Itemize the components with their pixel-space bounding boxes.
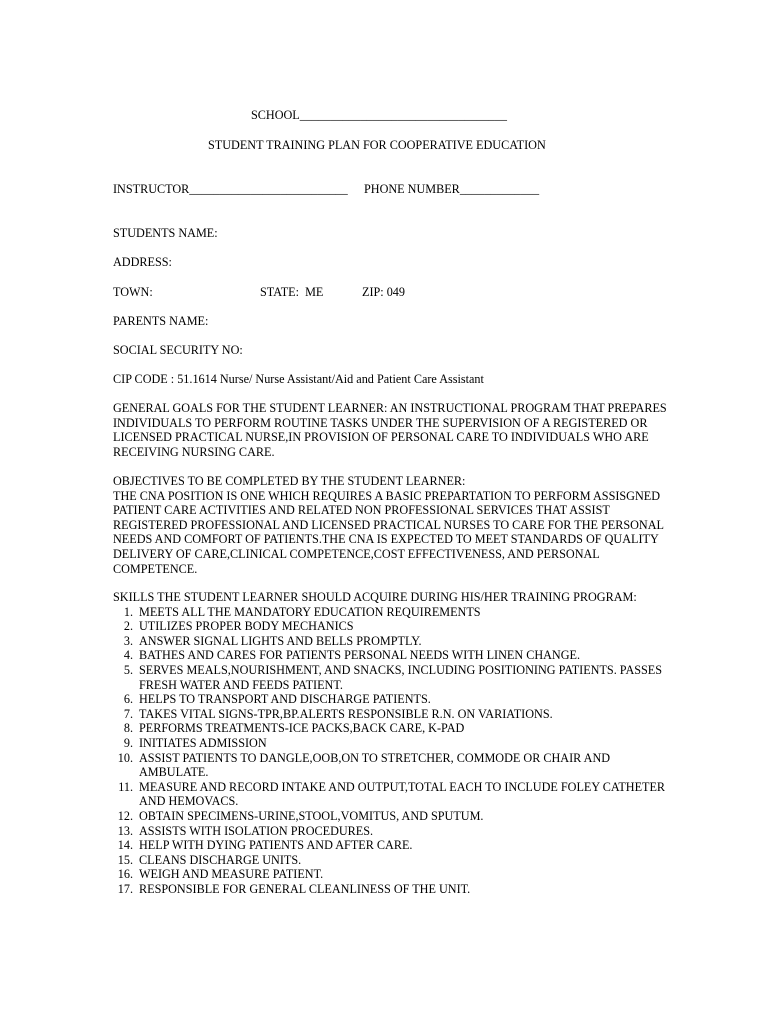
skill-item-number: 17. [117,881,133,896]
skill-item-text: MEASURE AND RECORD INTAKE AND OUTPUT,TOTAL EACH TO INCLUDE FOLEY CATHETER AND HEMOVACS. [139,779,666,809]
skill-item-text: HELP WITH DYING PATIENTS AND AFTER CARE. [139,838,413,853]
skill-item [113,824,673,839]
skill-item [113,853,673,868]
skill-item [113,692,673,707]
skill-item-text: INITIATES ADMISSION [139,735,267,750]
skill-item-text: ASSISTS WITH ISOLATION PROCEDURES. [139,823,374,838]
students-name-label: STUDENTS NAME: [113,226,218,240]
skills-list [113,605,673,897]
skill-item-number: 7. [123,706,133,721]
skill-item-text: UTILIZES PROPER BODY MECHANICS [139,619,354,634]
zip-label: ZIP: 049 [362,285,405,299]
skill-item-number: 15. [117,852,133,867]
skill-item-text: SERVES MEALS,NOURISHMENT, AND SNACKS, INCLUDING POSITIONING PATIENTS. PASSES FRESH WATER AND FEEDS PATIENT. [139,662,663,692]
skill-item-number: 9. [123,735,133,750]
skill-item [113,605,673,620]
skill-item [113,751,673,780]
skill-item [113,707,673,722]
general-goals-paragraph: GENERAL GOALS FOR THE STUDENT LEARNER: AN INSTRUCTIONAL PROGRAM THAT PREPARES INDIVIDUALS TO PERFORM ROUTINE TASKS UNDER THE SUPERVISION OF A REGISTERED OR LICENSED PRACTICAL NURSE,IN PROVISION OF PERSONAL CARE TO INDIVIDUALS WHO ARE RECEIVING NURSING CARE. [113,401,667,459]
skill-item [113,619,673,634]
skill-item-text: OBTAIN SPECIMENS-URINE,STOOL,VOMITUS, AND SPUTUM. [139,808,484,823]
skill-item-text: TAKES VITAL SIGNS-TPR,BP.ALERTS RESPONSIBLE R.N. ON VARIATIONS. [139,706,553,721]
document-title: STUDENT TRAINING PLAN FOR COOPERATIVE EDUCATION [208,138,546,152]
skill-item-text: CLEANS DISCHARGE UNITS. [139,852,302,867]
cip-code-line: CIP CODE : 51.1614 Nurse/ Nurse Assistant/Aid and Patient Care Assistant [113,372,484,386]
skill-item-number: 1. [123,604,133,619]
skill-item-text: PERFORMS TREATMENTS-ICE PACKS,BACK CARE, K-PAD [139,721,465,736]
skill-item [113,809,673,824]
school-field[interactable]: SCHOOL__________________________________ [251,108,507,122]
address-label: ADDRESS: [113,255,172,269]
parents-name-label: PARENTS NAME: [113,314,209,328]
objectives-paragraph: THE CNA POSITION IS ONE WHICH REQUIRES A BASIC PREPARTATION TO PERFORM ASSISGNED PATIENT CARE ACTIVITIES AND RELATED NON PROFESSIONAL SERVICES THAT ASSIST REGISTERED PROFESSIONAL AND LICENSED PRACTICAL NURSES TO CARE FOR THE PERSONAL NEEDS AND COMFORT OF PATIENTS.THE CNA IS EXPECTED TO MEET STANDARDS OF QUALITY DELIVERY OF CARE,CLINICAL COMPETENCE,COST EFFECTIVENESS, AND PERSONAL COMPETENCE. [113,488,664,576]
skill-item [113,663,673,692]
skill-item [113,780,673,809]
skills-intro: SKILLS THE STUDENT LEARNER SHOULD ACQUIRE DURING HIS/HER TRAINING PROGRAM: [113,590,637,604]
social-security-label: SOCIAL SECURITY NO: [113,343,243,357]
skill-item-text: BATHES AND CARES FOR PATIENTS PERSONAL NEEDS WITH LINEN CHANGE. [139,648,581,663]
skill-item-number: 12. [117,808,133,823]
skill-item [113,882,673,897]
state-label: STATE: ME [260,285,324,299]
skill-item-number: 8. [123,721,133,736]
skill-item-text: RESPONSIBLE FOR GENERAL CLEANLINESS OF THE UNIT. [139,881,471,896]
skill-item-number: 2. [123,619,133,634]
skill-item-number: 10. [117,750,133,765]
skill-item [113,838,673,853]
skill-item-text: ANSWER SIGNAL LIGHTS AND BELLS PROMPTLY. [139,633,422,648]
objectives-heading: OBJECTIVES TO BE COMPLETED BY THE STUDENT LEARNER: [113,474,466,488]
skill-item-text: WEIGH AND MEASURE PATIENT. [139,867,324,882]
objectives-section [113,474,673,576]
skill-item-number: 11. [118,779,133,794]
skill-item-number: 5. [123,662,133,677]
town-label: TOWN: [113,285,153,299]
skill-item-number: 4. [123,648,133,663]
skill-item-number: 3. [123,633,133,648]
skill-item [113,634,673,649]
skill-item-number: 14. [117,838,133,853]
skill-item [113,721,673,736]
skills-section [113,590,673,896]
skill-item-text: MEETS ALL THE MANDATORY EDUCATION REQUIREMENTS [139,604,481,619]
phone-number-field[interactable]: PHONE NUMBER_____________ [364,182,540,196]
skill-item-number: 6. [123,692,133,707]
skill-item-number: 16. [117,867,133,882]
skill-item [113,736,673,751]
instructor-field[interactable]: INSTRUCTOR__________________________ [113,182,348,196]
skill-item-number: 13. [117,823,133,838]
skill-item [113,867,673,882]
skill-item-text: ASSIST PATIENTS TO DANGLE,OOB,ON TO STRETCHER, COMMODE OR CHAIR AND AMBULATE. [139,750,611,780]
skill-item-text: HELPS TO TRANSPORT AND DISCHARGE PATIENTS. [139,692,431,707]
skill-item [113,648,673,663]
